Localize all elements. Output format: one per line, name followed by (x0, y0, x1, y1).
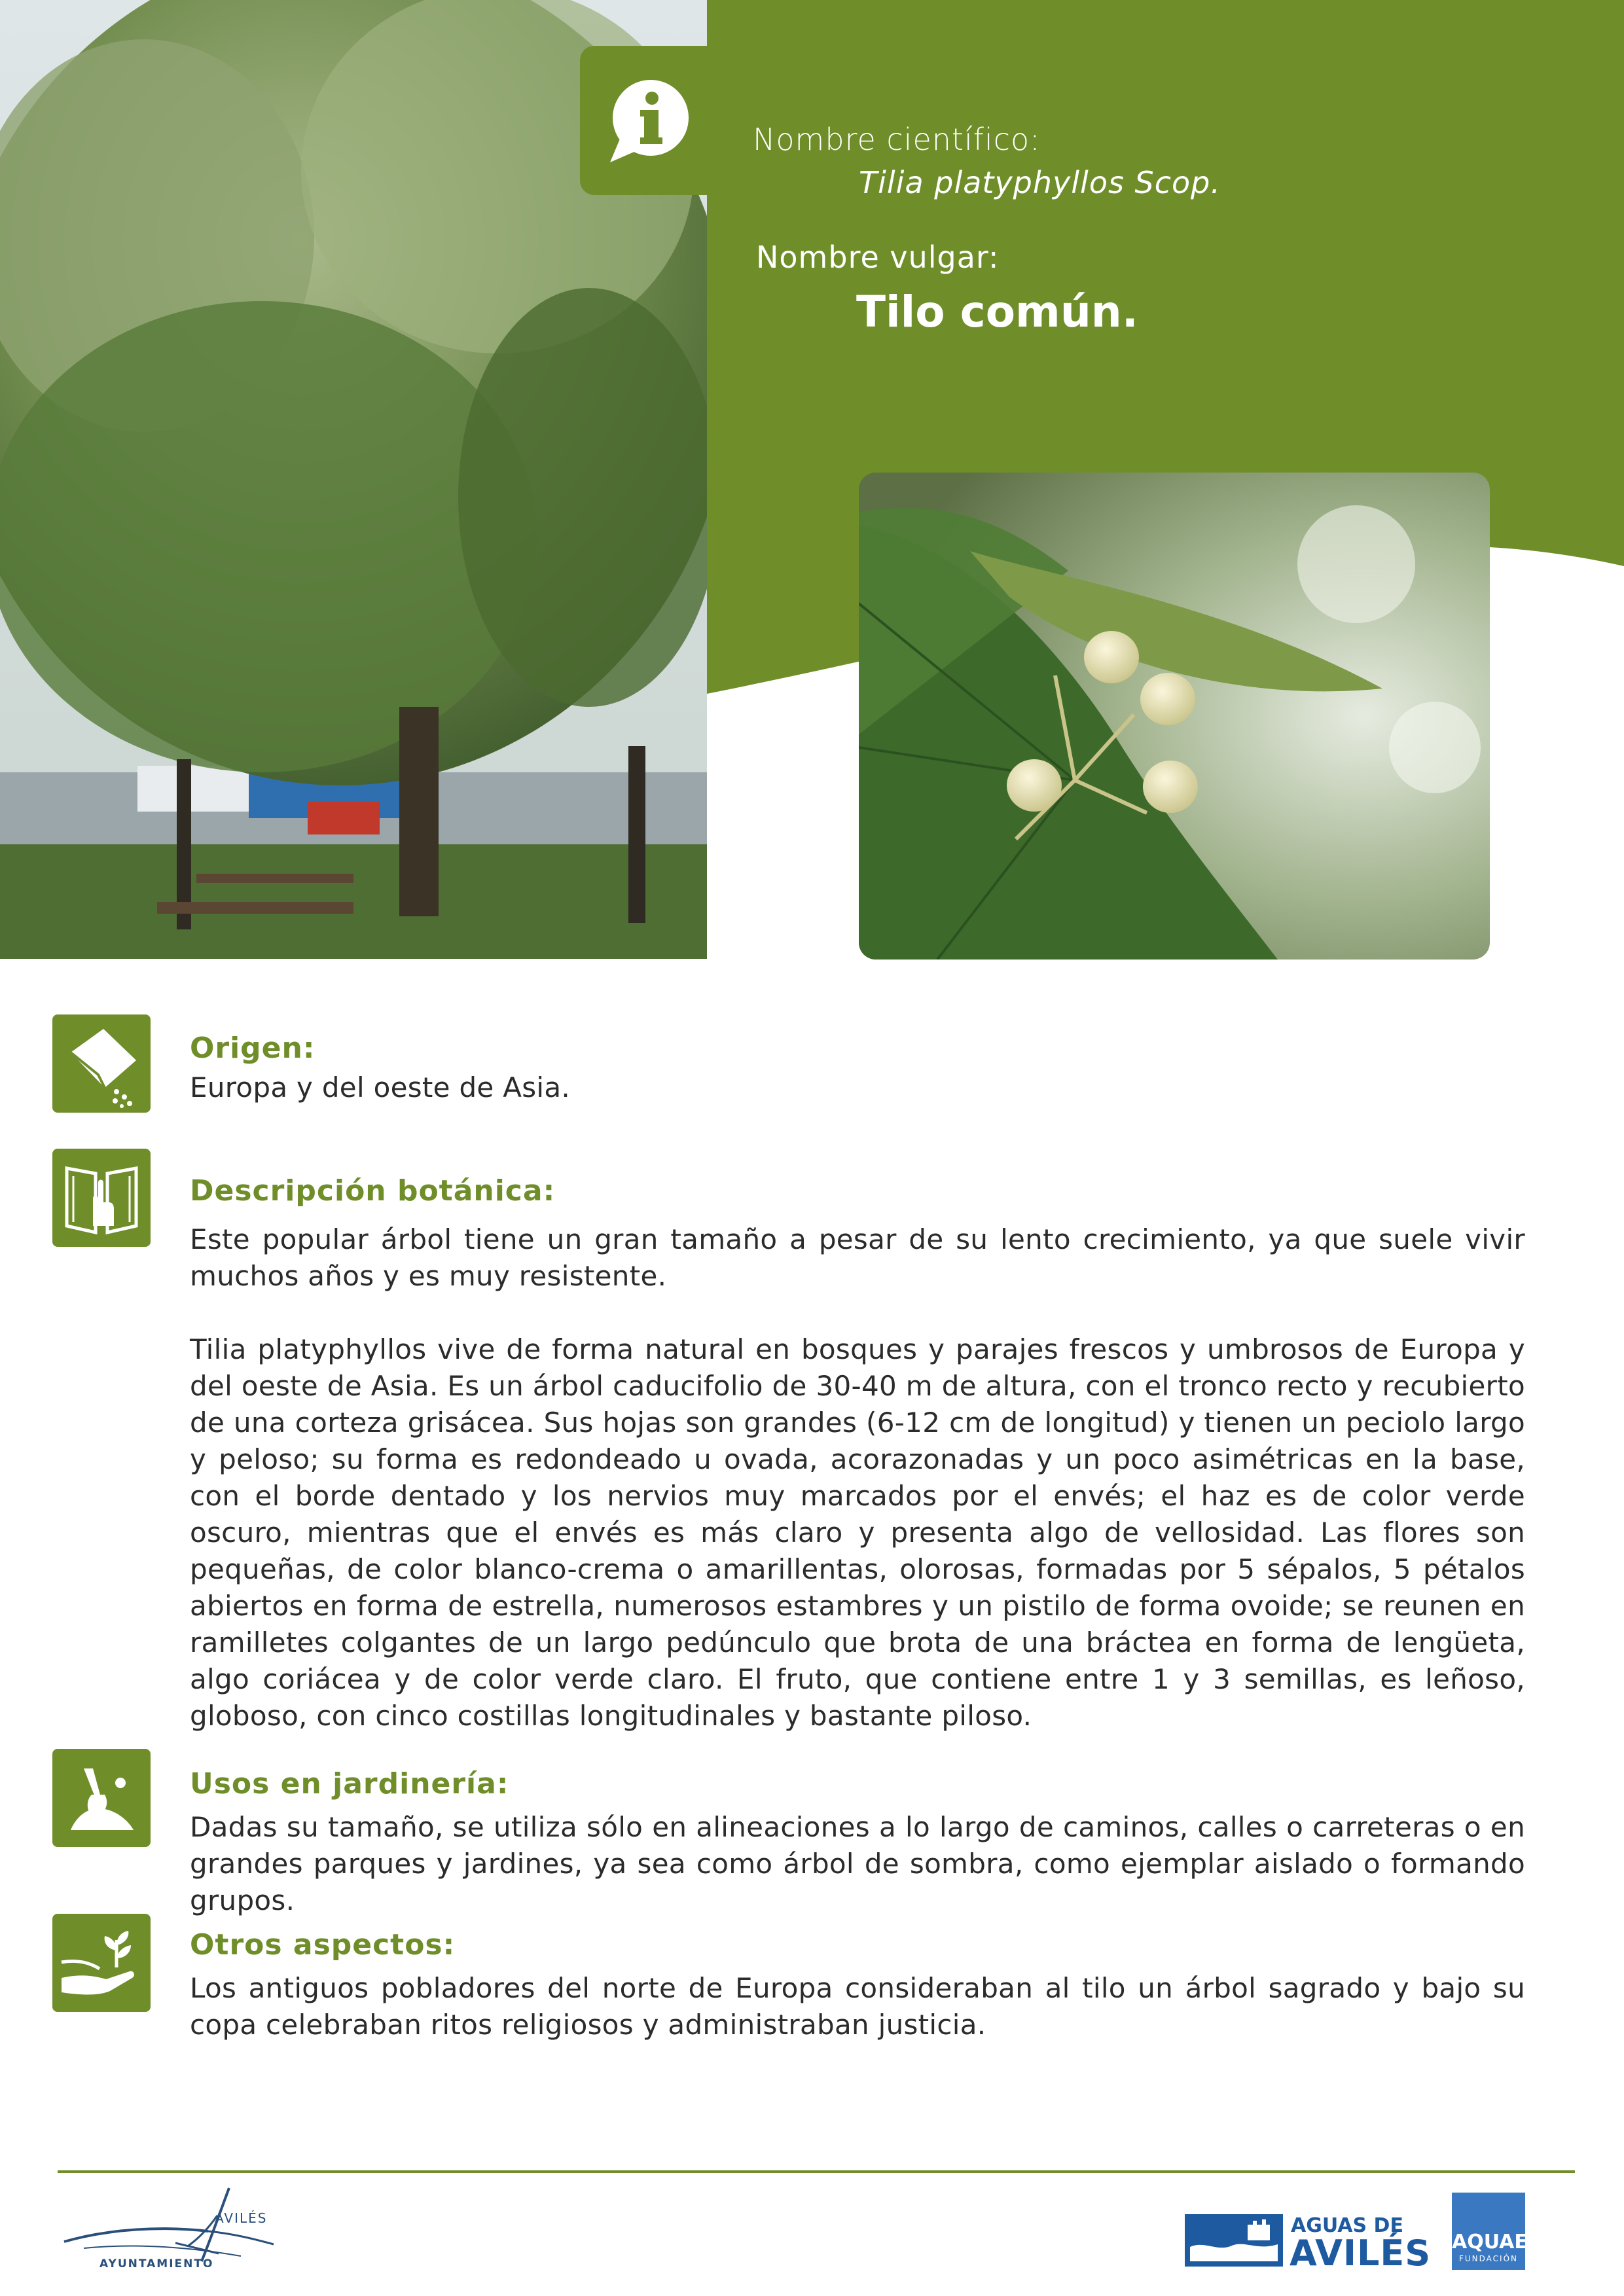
section-title-other: Otros aspectos: (190, 1928, 456, 1962)
uses-paragraph: Dadas su tamaño, se utiliza sólo en alineaciones a lo largo de caminos, calles o carreteras o en grandes parques y jardines, ya sea como árbol de sombra, como ejemplar aislado o formando grupos. (190, 1811, 1525, 1916)
other-paragraph: Los antiguos pobladores del norte de Europa consideraban al tilo un árbol sagrado y bajo su copa celebraban ritos religiosos y administraban justicia. (190, 1972, 1525, 2041)
common-name-label: Nombre vulgar: (756, 240, 1000, 275)
aguas-line-2: AVILÉS (1290, 2233, 1432, 2274)
section-title-uses: Usos en jardinería: (190, 1767, 509, 1801)
aguas-emblem (1185, 2214, 1283, 2267)
origin-section-icon (52, 1014, 151, 1113)
section-body-description (190, 1221, 1525, 1734)
uses-section-icon (52, 1749, 151, 1847)
origin-paragraph: Europa y del oeste de Asia. (190, 1071, 571, 1103)
aquae-fundacion-logo (1452, 2193, 1528, 2270)
section-title-origin: Origen: (190, 1031, 316, 1065)
common-name: Tilo común. (856, 287, 1138, 337)
ayuntamiento-label: AYUNTAMIENTO (99, 2257, 214, 2270)
aquae-subtitle: FUNDACIÓN (1458, 2254, 1519, 2263)
footer-divider (58, 2170, 1575, 2173)
scientific-name-label: Nombre científico: (753, 122, 1041, 157)
info-speech-bubble-icon (606, 80, 698, 165)
description-paragraph-2: Tilia platyphyllos vive de forma natural en bosques y parajes frescos y umbrosos de Europa y del oeste de Asia. Es un árbol caducifolio de 30-40 m de altura, con el tronco recto y recubierto de una corteza grisácea. Sus hojas son grandes (6-12 cm de longitud) y tienen un peciolo largo y peloso; su forma es redondeado u ovada, acorazonadas y un poco asimétricas en la base, con el borde dentado y los nervios muy marcados por el envés; el haz es de color verde oscuro, mientras que el envés es más claro y presenta algo de vellosidad. Las flores son pequeñas, de color blanco-crema o amarillentas, olorosas, formadas por 5 sépalos, 5 pétalos abiertos en forma de estrella, numerosos estambres y un pistilo de forma ovoide; se reunen en ramilletes colgantes de un largo pedúnculo que brota de una bráctea en forma de lengüeta, algo coriácea y de color verde claro. El fruto, que contiene entre 1 y 3 semillas, es leñoso, globoso, con cinco costillas longitudinales y bastante piloso. (190, 1333, 1525, 1732)
section-title-description: Descripción botánica: (190, 1174, 556, 1208)
info-tab (580, 46, 715, 195)
hand-seedling-icon (52, 1914, 151, 2012)
trowel-soil-icon (52, 1749, 151, 1847)
description-paragraph-1: Este popular árbol tiene un gran tamaño a pesar de su lento crecimiento, ya que suele vivir muchos años y es muy resistente. (190, 1223, 1525, 1292)
aquae-name: AQUAE (1452, 2231, 1528, 2253)
section-body-uses (190, 1809, 1525, 1919)
other-section-icon (52, 1914, 151, 2012)
scientific-name: Tilia platyphyllos Scop. (859, 165, 1221, 200)
ayuntamiento-aviles-logo (58, 2183, 280, 2277)
description-section-icon (52, 1149, 151, 1247)
section-body-other (190, 1970, 1525, 2043)
flower-photo (859, 473, 1490, 960)
aguas-de-aviles-logo (1185, 2209, 1432, 2274)
section-body-origin (190, 1069, 1525, 1106)
seed-packet-icon (52, 1014, 151, 1113)
ayuntamiento-city: AVILÉS (215, 2210, 268, 2226)
book-hand-icon (52, 1149, 151, 1247)
aguas-line-1: AGUAS DE (1291, 2214, 1403, 2237)
